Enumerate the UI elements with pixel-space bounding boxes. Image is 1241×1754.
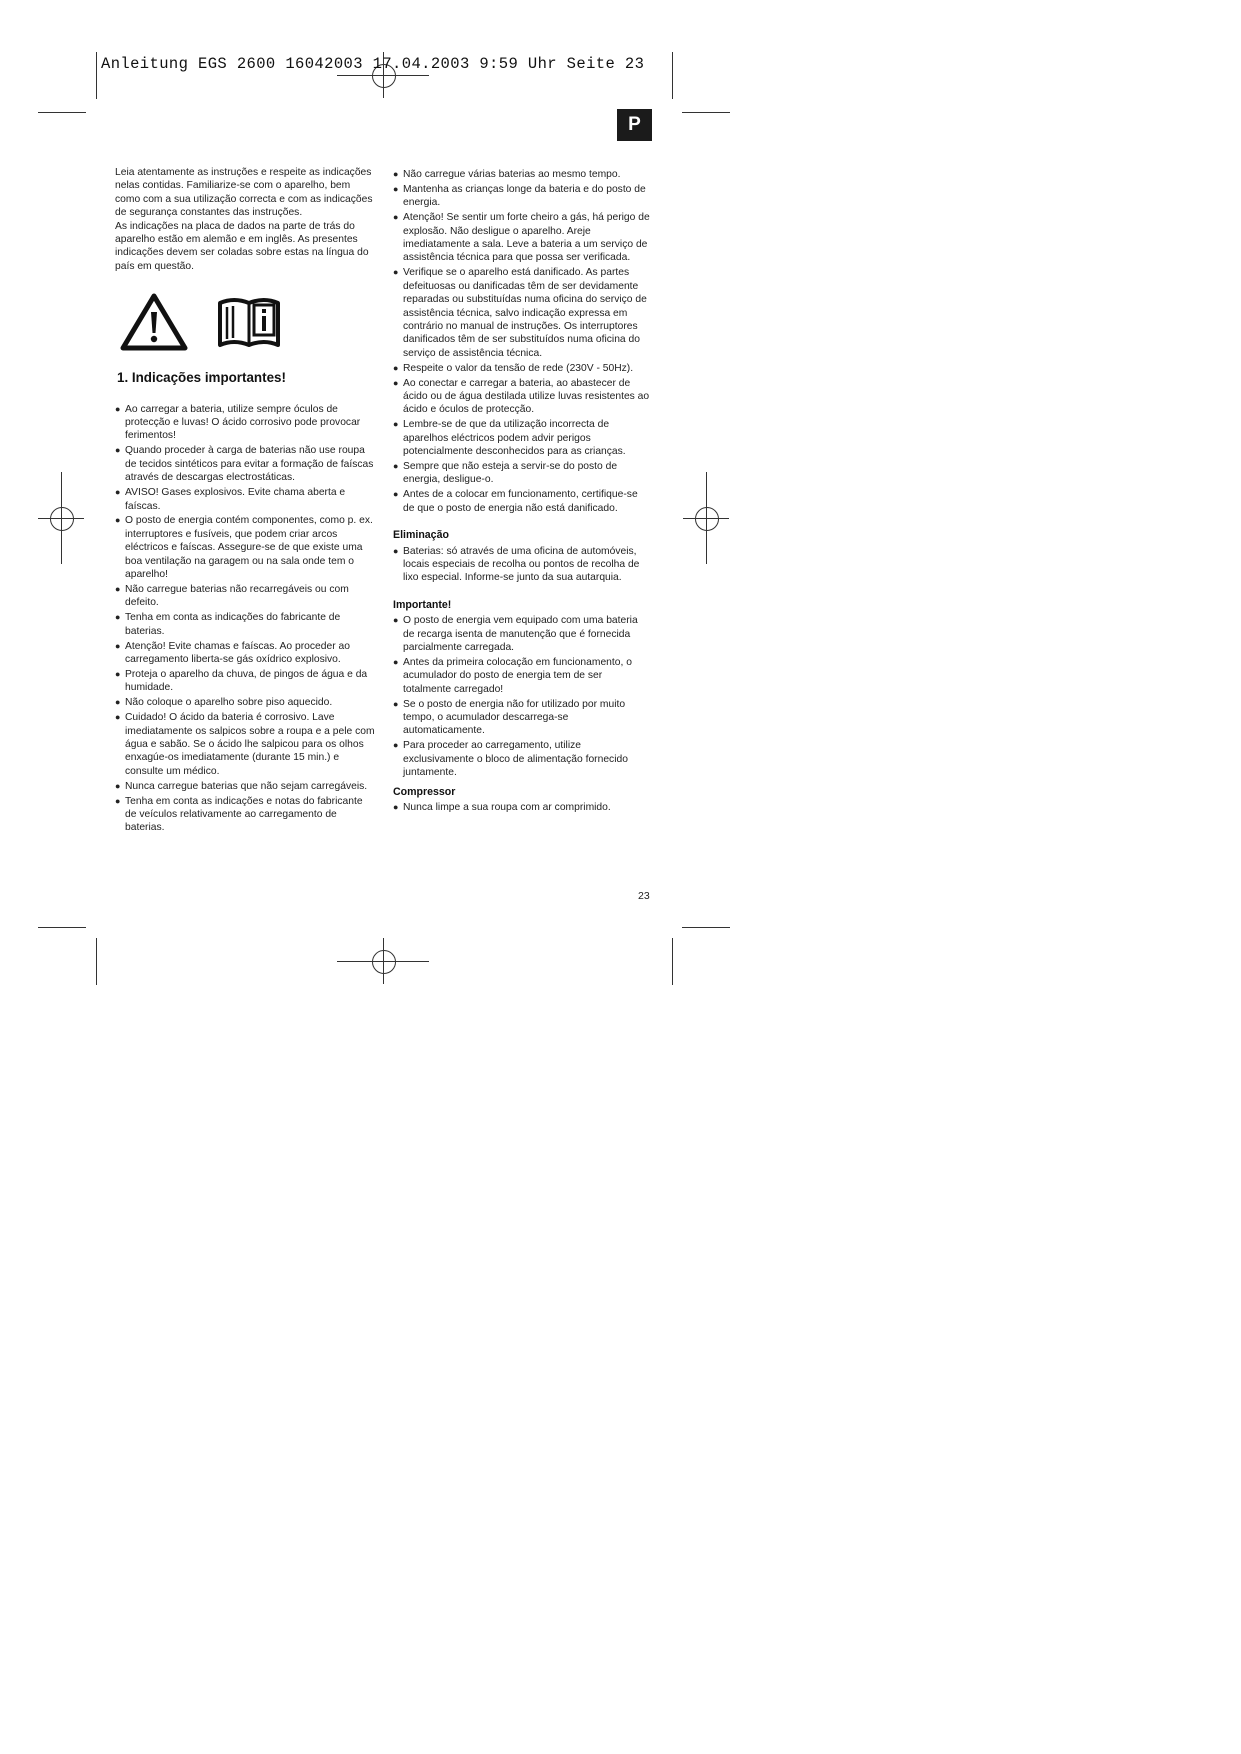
- intro-text: [115, 166, 375, 273]
- section-heading: 1. Indicações importantes!: [117, 370, 286, 386]
- crop-mark: [682, 927, 730, 928]
- list-item: ● Verifique se o aparelho está danificado. As partes defeituosas ou danificadas têm de ser devidamente reparadas ou substituídas numa oficina do serviço de assistência técnica, salvo indicação expressa em contrário no manual de instruções. Os interruptores danificados têm de ser substituídos numa oficina do serviço de assistência técnica.: [393, 267, 647, 359]
- crop-mark: [96, 52, 97, 99]
- list-item: ● Não coloque o aparelho sobre piso aquecido.: [115, 697, 333, 709]
- safety-icons: [120, 293, 375, 357]
- eliminacao-list: [393, 545, 651, 585]
- list-item: ● Atenção! Se sentir um forte cheiro a gás, há perigo de explosão. Não desligue o aparelho. Areje imediatamente a sala. Leve a bateria a um serviço de assistência técnica para que possa ser verificada.: [393, 212, 650, 264]
- list-item: ● Quando proceder à carga de baterias não use roupa de tecidos sintéticos para evitar a formação de faíscas através de descargas electrostáticas.: [115, 445, 374, 484]
- importante-heading: Importante!: [393, 598, 452, 611]
- list-item: ● Atenção! Evite chamas e faíscas. Ao proceder ao carregamento liberta-se gás oxídrico explosivo.: [115, 640, 350, 665]
- right-bullet-list: [393, 168, 651, 515]
- right-column: [393, 168, 651, 816]
- crop-mark: [96, 938, 97, 985]
- list-item: ● Tenha em conta as indicações do fabricante de baterias.: [115, 612, 341, 637]
- compressor-list: [393, 801, 651, 814]
- list-item: ● Tenha em conta as indicações e notas do fabricante de veículos relativamente ao carregamento de baterias.: [115, 795, 363, 834]
- list-item: ● Lembre-se de que da utilização incorrecta de aparelhos eléctricos podem advir perigos potencialmente desconhecidos para as crianças.: [393, 419, 626, 458]
- list-item: ● Não carregue várias baterias ao mesmo tempo.: [393, 169, 621, 180]
- list-item: ● Nunca limpe a sua roupa com ar comprimido.: [393, 801, 611, 813]
- compressor-heading: Compressor: [393, 785, 456, 798]
- list-item: ● Ao conectar e carregar a bateria, ao abastecer de ácido ou de água destilada utilize luvas resistentes ao ácido e óculos de protecção.: [393, 377, 650, 416]
- list-item: ● Ao carregar a bateria, utilize sempre óculos de protecção e luvas! O ácido corrosivo pode provocar ferimentos!: [115, 403, 361, 442]
- list-item: ● Se o posto de energia não for utilizado por muito tempo, o acumulador descarrega-se automaticamente.: [393, 698, 626, 737]
- list-item: ● Sempre que não esteja a servir-se do posto de energia, desligue-o.: [393, 461, 618, 486]
- list-item: ● Nunca carregue baterias que não sejam carregáveis.: [115, 780, 368, 792]
- list-item: ● O posto de energia vem equipado com uma bateria de recarga isenta de manutenção que é fornecida parcialmente carregada.: [393, 615, 638, 653]
- importante-list: [393, 614, 651, 779]
- list-item: ● Antes de a colocar em funcionamento, certifique-se de que o posto de energia não está danificado.: [393, 489, 638, 514]
- warning-triangle-icon: [120, 293, 188, 355]
- list-item: ● AVISO! Gases explosivos. Evite chama aberta e faíscas.: [115, 487, 346, 512]
- eliminacao-heading: Eliminação: [393, 529, 449, 542]
- manual-info-book-icon: [216, 293, 282, 355]
- list-item: ● Para proceder ao carregamento, utilize exclusivamente o bloco de alimentação fornecido juntamente.: [393, 740, 628, 779]
- crop-mark: [682, 112, 730, 113]
- list-item: ● Cuidado! O ácido da bateria é corrosivo. Lave imediatamente os salpicos sobre a roupa e a pele com água e sabão. Se o ácido lhe salpicou para os olhos enxagúe-os imediatamente (durante 15 min.) e consulte um médico.: [115, 712, 375, 777]
- intro-paragraph: Leia atentamente as instruções e respeite as indicações nelas contidas. Familiarize-se com o aparelho, bem como com a sua utilização correcta e com as indicações de segurança constantes das instruções.: [115, 167, 373, 219]
- left-bullet-list: [115, 403, 375, 835]
- list-item: ● Baterias: só através de uma oficina de automóveis, locais especiais de recolha ou pontos de recolha de lixo especial. Informe-se junto da sua autarquia.: [393, 545, 640, 584]
- list-item: ● Antes da primeira colocação em funcionamento, o acumulador do posto de energia tem de ser totalmente carregado!: [393, 656, 632, 695]
- crop-mark: [38, 112, 86, 113]
- list-item: ● Proteja o aparelho da chuva, de pingos de água e da humidade.: [115, 668, 368, 694]
- crop-mark: [672, 938, 673, 985]
- crop-mark: [38, 927, 86, 928]
- list-item: ● Mantenha as crianças longe da bateria e do posto de energia.: [393, 183, 646, 209]
- crop-mark: [672, 52, 673, 99]
- page-number: 23: [638, 890, 650, 902]
- intro-paragraph: As indicações na placa de dados na parte de trás do aparelho estão em alemão e em inglês. As presentes indicações devem ser coladas sobre estas na língua do país em questão.: [115, 220, 369, 272]
- list-item: ● Respeite o valor da tensão de rede (230V - 50Hz).: [393, 362, 634, 374]
- left-column: [115, 166, 375, 836]
- print-header: Anleitung EGS 2600 16042003 17.04.2003 9:59 Uhr Seite 23: [101, 55, 645, 73]
- list-item: ● O posto de energia contém componentes, como p. ex. interruptores e fusíveis, que podem criar arcos eléctricos e faíscas. Assegure-se de que existe uma boa ventilação na garagem ou na sala onde tem o aparelho!: [115, 515, 373, 581]
- language-badge: P: [617, 109, 652, 141]
- list-item: ● Não carregue baterias não recarregáveis ou com defeito.: [115, 583, 349, 609]
